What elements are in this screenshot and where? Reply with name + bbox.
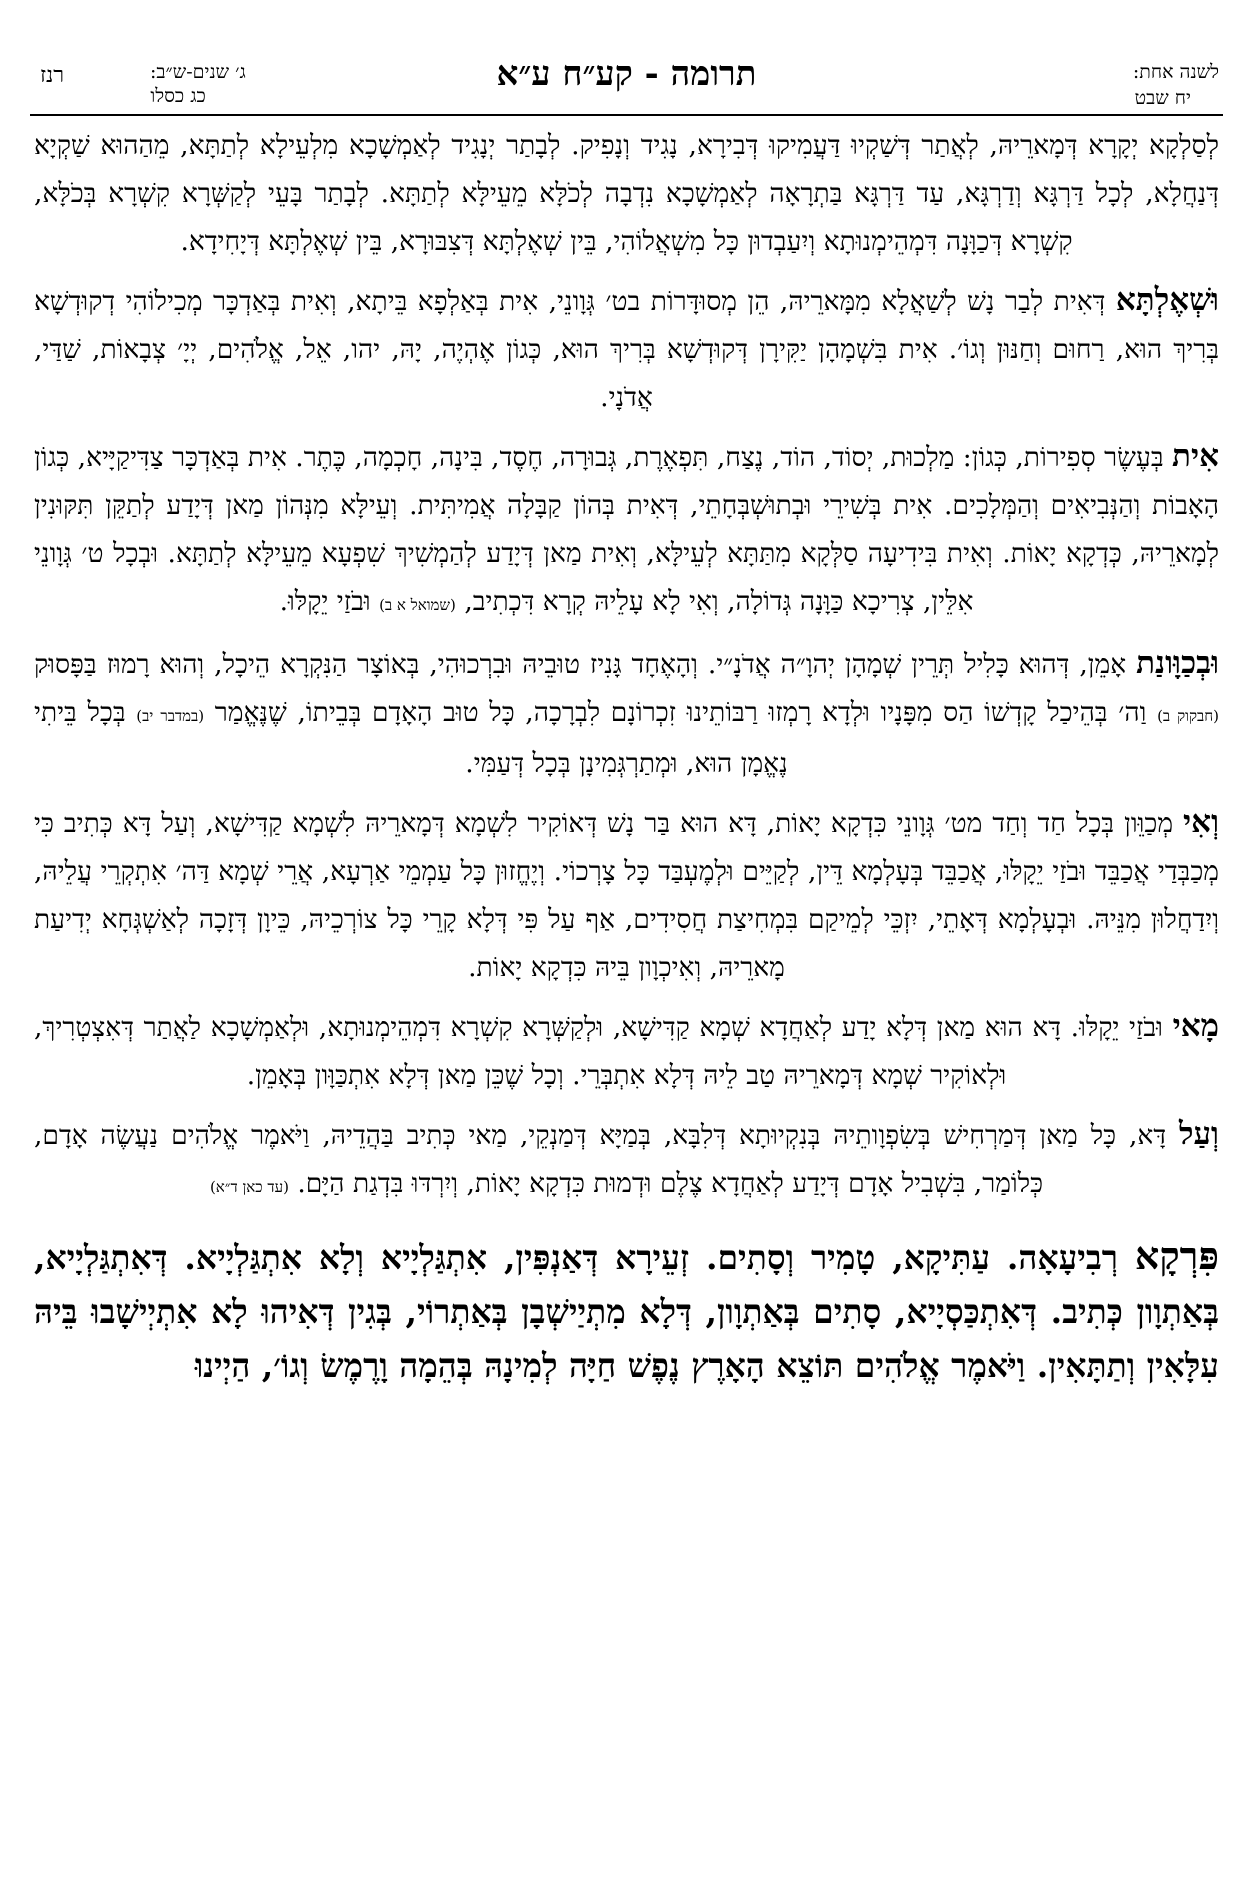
paragraph-text: וַה׳ בְּהֵיכַל קָדְשׁוֹ הַס מִפָּנָיו וּלְדָא רָמְזוּ רַבּוֹתֵינוּ זִכְרוֹנָם לִבְרָכָה, כָּל טוּב הָאָדָם בְּבֵיתוֹ, שֶׁנֶּאֱמַר: [204, 697, 1158, 728]
paragraph-text: אָמֵן, דְּהוּא כָּלִיל תְּרֵין שְׁמָהָן יְהוָ״ה אֲדֹנָ״י. וְהָאֶחָד גָּנִיז טוּבֵיהּ וּבִרְכוּהִי, בְּאוֹצָר הַנִּקְרָא הֵיכָל, וְהוּא רָמוּז בַּפָּסוּק: [34, 649, 1137, 680]
paragraph-text: וּבֹזַי יֵקָלּוּ. דָּא הוּא מַאן דְּלָא יָדַע לְאַחֲדָא שְׁמָא קַדִּישָׁא, וּלְקַשְּׁרָא קִשְׁרָא דִּמְהֵימְנוּתָא, וּלְאַמְשָׁכָא לַאֲתַר דְּאִצְטְרִיךְ, וּלְאוֹקִיר שְׁמָא דְּמָארֵיהּ טַב לֵיהּ דְּלָא אִתְבְּרֵי. וְכָל שֶׁכֵּן מַאן דְּלָא אִתְכַּוָּון בְּאָמֵן.: [34, 1012, 1173, 1091]
section-text: רְבִיעָאָה. עַתִּיקָא, טָמִיר וְסָתִים. זְעֵירָא דְּאַנְפִּין, אִתְגַּלְיָיא וְלָא אִתְגַּלְיָיא. דְּאִתְגַּלְיָיא, בְּאַתְוָון כְּתִיב. דְּאִתְכַּסְיָיא, סָתִים בְּאַתְוָון, דְּלָא מִתְיַישְׁבָן בְּאַתְרוֹי, בְּגִין דְּאִיהוּ לָא אִתְיְישָׁבוּ בֵּיהּ עִלָּאִין וְתַתָּאִין. וַיֹּאמֶר אֱלֹהִים תּוֹצֵא הָאָרֶץ נֶפֶשׁ חַיָּה לְמִינָהּ בְּהֵמָה וָרֶמֶשׂ וְגוֹ׳, הַיְינוּ: [34, 1238, 1219, 1385]
source-reference: (חבקוק ב): [1157, 707, 1220, 725]
schedule-label: ג׳ שנים-ש״ב:: [150, 61, 246, 83]
source-reference: (עד כאן ד״א): [209, 1178, 289, 1196]
source-reference: (במדבר יב): [136, 707, 205, 725]
paragraph: [30, 122, 1223, 266]
page-number: רנז: [40, 63, 65, 88]
section-opener: פִּרְקָא: [1134, 1233, 1219, 1278]
header-divider: [30, 114, 1223, 116]
reading-schedule-three-years: [150, 60, 246, 108]
paragraph-opener: מָאי: [1172, 1008, 1219, 1044]
paragraph-opener: אִית: [1172, 438, 1219, 474]
paragraph-opener: וְאִי: [1183, 804, 1219, 840]
schedule-date: יח שבט: [1134, 87, 1191, 109]
paragraph-text: בְּכָל בֵּיתִי נֶאֱמָן הוּא, וּמְתַרְגְּמִינָן בְּכָל דְּעַמִּי.: [34, 697, 788, 779]
paragraph-opener: וּשְׁאֶלְתָּא: [1115, 282, 1219, 318]
paragraph: [30, 1002, 1223, 1100]
page-title: תרומה - קע״ח ע״א: [496, 54, 757, 94]
paragraph: [30, 639, 1223, 788]
main-text-section: [30, 1229, 1223, 1393]
paragraph-text: וּבֹזַי יֵקָלּוּ.: [279, 586, 380, 617]
schedule-date: כג כסלו: [150, 85, 206, 107]
paragraph-text: מְכַוֵּון בְּכָל חַד וְחַד מט׳ גְּוָונֵי כִּדְקָא יָאוֹת, דָּא הוּא בַּר נָשׁ דְּאוֹקִיר לִשְׁמָא דְּמָארֵיהּ לִשְׁמָא קַדִּישָׁא, וְעַל דָּא כְּתִיב כִּי מְכַבְּדַי אֲכַבֵּד וּבֹזַי יֵקָלּוּ, אֲכַבֵּד בְּעָלְמָא דֵּין, לְקַיֵּים וּלְמֶעְבַּד כָּל צָרְכוֹי. וְיֶחֱזוּן כָּל עַמְמֵי אַרְעָא, אֲרֵי שְׁמָא דַּה׳ אִתְקְרֵי עֲלֵיהּ, וְיִדַחֲלוּן מִנֵּיהּ. וּבְעָלְמָא דְּאָתֵי, יִזְכֵּי לְמֵיקַם בִּמְחִיצַת חֲסִידִים, אַף עַל פִּי דְּלָא קָרֵי כָּל צוֹרְכֵיהּ, כֵּיוָן דְּזָכָה לְאַשְׁגְּחָא יְדִיעַת מָארֵיהּ, וְאִיכְוָון בֵּיהּ כִּדְקָא יָאוֹת.: [34, 808, 1219, 983]
paragraph-text: לְסַלְקָא יְקָרָא דְּמָארֵיהּ, לְאֲתַר דְּשַׁקְיוּ דַּעֲמִיקוּ דְּבִירָא, נָגִיד וְנָפִיק. לְבָתַר יְנָגִיד לְאַמְשָׁכָא מִלְעֵילָא לְתַתָּא, מֵהַהוּא שַׁקְיָא דְּנַחֲלָא, לְכָל דַּרְגָּא וְדַרְגָּא, עַד דַּרְגָּא בַּתְרָאָה לְאַמְשָׁכָא נִדְבָה לְכֹלָּא מֵעֵילָּא לְתַתָּא. לְבָתַר בָּעֵי לְקַשְּׁרָא קִשְׁרָא בְּכֹלָּא, קִשְׁרָא דְּכַוָּנָה דִּמְהֵימְנוּתָא וְיִעַבְדוּן כָּל מִשְׁאֲלוֹהִי, בֵּין שְׁאֶלְתָּא דְּצִבּוּרָא, בֵּין שְׁאֶלְתָּא דְּיָחִידָא.: [34, 130, 1219, 257]
paragraph-text: דְּאִית לְבַר נָשׁ לְשַׁאֲלָא מִמָּארֵיהּ, הֵן מְסוּדָּרוֹת בט׳ גְּוָונֵי, אִית בְּאַלְפָא בֵּיתָא, וְאִית בְּאַדְכָּר מְכִילוֹהִי דְקוּדְשָׁא בְּרִיךְ הוּא, רַחוּם וְחַנּוּן וְגוֹ׳. אִית בִּשְׁמָהָן יַקִּירָן דְּקוּדְשָׁא בְּרִיךְ הוּא, כְּגוֹן אֶהְיֶה, יָהּ, יהו, אֵל, אֱלֹהִים, יְיָ׳ צְבָאוֹת, שַׁדַּי, אֲדֹנָי.: [34, 286, 1219, 413]
paragraph-opener: וּבְכַוָּונַת: [1136, 645, 1219, 681]
page-header: [30, 52, 1223, 114]
text-body: [30, 122, 1223, 1403]
paragraph: [30, 1110, 1223, 1211]
paragraph: [30, 276, 1223, 422]
paragraph: [30, 798, 1223, 992]
source-reference: (שמואל א ב): [379, 596, 456, 614]
schedule-label: לשנה אחת:: [1132, 61, 1219, 83]
paragraph-text: בְּעֶשֶׂר סְפִירוֹת, כְּגוֹן: מַלְכוּת, יְסוֹד, הוֹד, נֶצַח, תִּפְאֶרֶת, גְּבוּרָה, חֶסֶד, בִּינָה, חָכְמָה, כֶּתֶר. אִית בְּאַדְכָּר צַדִּיקַיָּיא, כְּגוֹן הָאָבוֹת וְהַנְּבִיאִים וְהַמְּלָכִים. אִית בְּשִׁירֵי וּבְתוּשְׁבְּחָתֵי, דְּאִית בְּהוֹן קַבָּלָה אֲמִיתִּית. וְעֵילָּא מִנְּהוֹן מַאן דְּיָדַע לְתַקֵּן תִּקּוּנִין לְמָארֵיהּ, כְּדְקָא יָאוֹת. וְאִית בִּידִיעָה סַלְּקָא מִתַּתָּא לְעֵילָּא, וְאִית מַאן דְּיָדַע לְהַמְשִׁיךְ שִׁפְעָא מֵעֵילָּא לְתַתָּא. וּבְכָל ט׳ גְּוָונֵי אִלֵּין, צְרִיכָא כַּוָּנָה גְּדוֹלָה, וְאִי לָא עָלֵיהּ קְרָא דִּכְתִיב,: [34, 442, 1219, 617]
paragraph-opener: וְעַל: [1179, 1116, 1219, 1152]
paragraph: [30, 432, 1223, 629]
paragraph-text: דָּא, כָּל מַאן דְּמַרְחִישׁ בְּשִׂפְוָותֵיהּ בְּנִקְיוּתָא דְּלִבָּא, בְּמַיָּא דְּמַנְקֵי, מַאי כְּתִיב בַּהֲדֵיהּ, וַיֹּאמֶר אֱלֹהִים נַעֲשֶׂה אָדָם, כְּלוֹמַר, בִּשְׁבִיל אָדָם דְּיָדַע לְאַחֲדָא צֶלֶם וּדְמוּת כִּדְקָא יָאוֹת, וְיִרְדּוּ בִּדְגַת הַיָּם.: [34, 1120, 1180, 1199]
